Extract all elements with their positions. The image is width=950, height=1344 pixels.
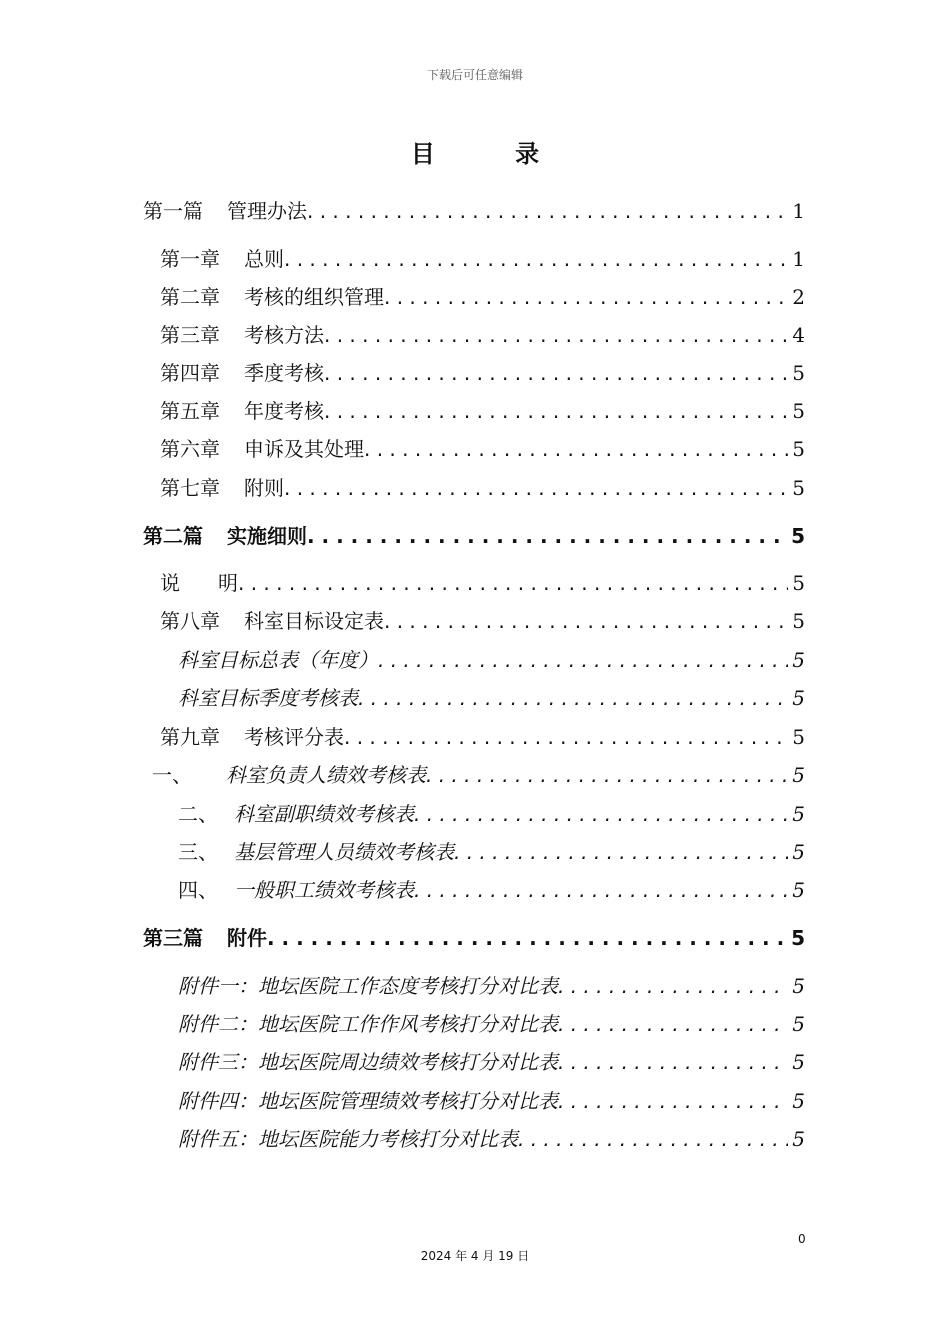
toc-entry-appendix-4[interactable] bbox=[178, 1086, 805, 1116]
toc-leader-dots bbox=[384, 606, 788, 636]
toc-leader-dots bbox=[324, 358, 788, 388]
toc-entry-appendix-1[interactable] bbox=[178, 971, 805, 1001]
toc-leader-dots bbox=[307, 196, 788, 226]
toc-entry-number: 第四章 bbox=[160, 361, 220, 385]
toc-entry-form-4[interactable] bbox=[178, 875, 805, 905]
toc-entry-chapter-9[interactable] bbox=[160, 722, 805, 752]
toc-leader-dots bbox=[307, 521, 787, 551]
toc-entry-page: 5 bbox=[791, 926, 805, 950]
toc-entry-page: 4 bbox=[792, 323, 805, 347]
toc-entry-page: 5 bbox=[792, 476, 805, 500]
toc-leader-dots bbox=[378, 645, 788, 675]
toc-leader-dots bbox=[384, 282, 788, 312]
toc-entry-page: 5 bbox=[792, 802, 805, 826]
toc-entry-form-3[interactable] bbox=[178, 837, 805, 867]
toc-entry-chapter-5[interactable] bbox=[160, 396, 805, 426]
toc-entry-page: 5 bbox=[792, 763, 805, 787]
footer-page-number: 0 bbox=[798, 1232, 806, 1246]
toc-entry-page: 5 bbox=[792, 648, 805, 672]
toc-leader-dots bbox=[558, 971, 788, 1001]
toc-entry-text: 科室目标总表（年度） bbox=[178, 648, 378, 672]
toc-entry-quarterly-target[interactable] bbox=[178, 683, 805, 713]
toc-entry-chapter-2[interactable] bbox=[160, 282, 805, 312]
toc-entry-number: 第九章 bbox=[160, 725, 220, 749]
toc-entry-number: 说 bbox=[160, 571, 180, 595]
toc-entry-page: 5 bbox=[792, 1089, 805, 1113]
toc-entry-text: 附则 bbox=[244, 476, 284, 500]
toc-entry-text: 总则 bbox=[244, 247, 284, 271]
toc-entry-page: 5 bbox=[792, 609, 805, 633]
toc-leader-dots bbox=[364, 434, 788, 464]
toc-entry-number: 第二章 bbox=[160, 285, 220, 309]
toc-entry-number: 第二篇 bbox=[143, 524, 203, 548]
toc-entry-chapter-4[interactable] bbox=[160, 358, 805, 388]
toc-leader-dots bbox=[558, 1047, 788, 1077]
toc-entry-number: 第一篇 bbox=[143, 199, 203, 223]
toc-leader-dots bbox=[558, 1009, 788, 1039]
toc-entry-page: 5 bbox=[792, 1050, 805, 1074]
toc-entry-text: 附件一：地坛医院工作态度考核打分对比表 bbox=[178, 974, 558, 998]
toc-leader-dots bbox=[454, 837, 788, 867]
toc-leader-dots bbox=[344, 722, 788, 752]
toc-entry-page: 5 bbox=[792, 437, 805, 461]
toc-leader-dots bbox=[558, 1086, 788, 1116]
toc-entry-text: 一般职工绩效考核表 bbox=[234, 878, 414, 902]
toc-leader-dots bbox=[267, 923, 787, 953]
toc-entry-text: 科室负责人绩效考核表 bbox=[226, 763, 426, 787]
toc-entry-number: 第六章 bbox=[160, 437, 220, 461]
toc-entry-page: 5 bbox=[792, 725, 805, 749]
toc-leader-dots bbox=[324, 320, 788, 350]
toc-entry-page: 5 bbox=[792, 1127, 805, 1151]
page-title: 目 录 bbox=[410, 140, 576, 168]
toc-leader-dots bbox=[414, 799, 788, 829]
toc-entry-appendix-3[interactable] bbox=[178, 1047, 805, 1077]
toc-entry-text: 附件四：地坛医院管理绩效考核打分对比表 bbox=[178, 1089, 558, 1113]
toc-leader-dots bbox=[324, 396, 788, 426]
toc-entry-text: 申诉及其处理 bbox=[244, 437, 364, 461]
toc-entry-chapter-6[interactable] bbox=[160, 434, 805, 464]
footer-date: 2024 年 4 月 19 日 bbox=[420, 1249, 530, 1263]
toc-leader-dots bbox=[284, 473, 788, 503]
toc-entry-text: 附件五：地坛医院能力考核打分对比表 bbox=[178, 1127, 518, 1151]
toc-entry-page: 5 bbox=[792, 399, 805, 423]
toc-entry-chapter-1[interactable] bbox=[160, 244, 805, 274]
toc-entry-explanation[interactable] bbox=[160, 568, 805, 598]
toc-entry-page: 2 bbox=[792, 285, 805, 309]
toc-entry-chapter-3[interactable] bbox=[160, 320, 805, 350]
toc-entry-page: 1 bbox=[792, 199, 805, 223]
toc-entry-text: 季度考核 bbox=[244, 361, 324, 385]
toc-entry-text: 附件二：地坛医院工作作风考核打分对比表 bbox=[178, 1012, 558, 1036]
toc-entry-appendix-2[interactable] bbox=[178, 1009, 805, 1039]
toc-entry-page: 5 bbox=[792, 840, 805, 864]
toc-entry-text: 考核的组织管理 bbox=[244, 285, 384, 309]
toc-entry-number: 第八章 bbox=[160, 609, 220, 633]
toc-entry-form-1[interactable] bbox=[152, 760, 805, 790]
toc-entry-page: 5 bbox=[792, 361, 805, 385]
toc-entry-text: 明 bbox=[218, 571, 238, 595]
toc-entry-part-2[interactable] bbox=[143, 521, 805, 551]
toc-entry-part-3[interactable] bbox=[143, 923, 805, 953]
toc-entry-number: 二、 bbox=[178, 802, 218, 826]
toc-leader-dots bbox=[414, 875, 788, 905]
toc-entry-form-2[interactable] bbox=[178, 799, 805, 829]
toc-entry-text: 科室目标设定表 bbox=[244, 609, 384, 633]
toc-entry-text: 附件三：地坛医院周边绩效考核打分对比表 bbox=[178, 1050, 558, 1074]
toc-leader-dots bbox=[358, 683, 788, 713]
toc-entry-chapter-7[interactable] bbox=[160, 473, 805, 503]
toc-entry-page: 5 bbox=[791, 524, 805, 548]
toc-entry-text: 考核评分表 bbox=[244, 725, 344, 749]
toc-entry-page: 5 bbox=[792, 974, 805, 998]
toc-entry-text: 实施细则 bbox=[227, 524, 307, 548]
toc-entry-page: 5 bbox=[792, 1012, 805, 1036]
toc-entry-text: 管理办法 bbox=[227, 199, 307, 223]
toc-entry-appendix-5[interactable] bbox=[178, 1124, 805, 1154]
toc-entry-text: 考核方法 bbox=[244, 323, 324, 347]
toc-entry-page: 5 bbox=[792, 878, 805, 902]
toc-entry-page: 1 bbox=[792, 247, 805, 271]
toc-entry-number: 一、 bbox=[152, 763, 192, 787]
toc-entry-part-1[interactable] bbox=[143, 196, 805, 226]
toc-entry-text: 基层管理人员绩效考核表 bbox=[234, 840, 454, 864]
toc-entry-text: 科室目标季度考核表 bbox=[178, 686, 358, 710]
toc-entry-text: 年度考核 bbox=[244, 399, 324, 423]
toc-leader-dots bbox=[518, 1124, 788, 1154]
toc-entry-annual-target[interactable] bbox=[178, 645, 805, 675]
toc-leader-dots bbox=[238, 568, 788, 598]
toc-entry-number: 第三章 bbox=[160, 323, 220, 347]
toc-entry-number: 三、 bbox=[178, 840, 218, 864]
header-note: 下载后可任意编辑 bbox=[426, 68, 523, 82]
toc-entry-number: 第七章 bbox=[160, 476, 220, 500]
toc-leader-dots bbox=[284, 244, 788, 274]
toc-entry-chapter-8[interactable] bbox=[160, 606, 805, 636]
toc-leader-dots bbox=[426, 760, 788, 790]
toc-entry-text: 附件 bbox=[227, 926, 267, 950]
toc-entry-page: 5 bbox=[792, 571, 805, 595]
toc-entry-page: 5 bbox=[792, 686, 805, 710]
toc-entry-text: 科室副职绩效考核表 bbox=[234, 802, 414, 826]
toc-entry-number: 四、 bbox=[178, 878, 218, 902]
toc-entry-number: 第五章 bbox=[160, 399, 220, 423]
toc-entry-number: 第三篇 bbox=[143, 926, 203, 950]
toc-entry-number: 第一章 bbox=[160, 247, 220, 271]
